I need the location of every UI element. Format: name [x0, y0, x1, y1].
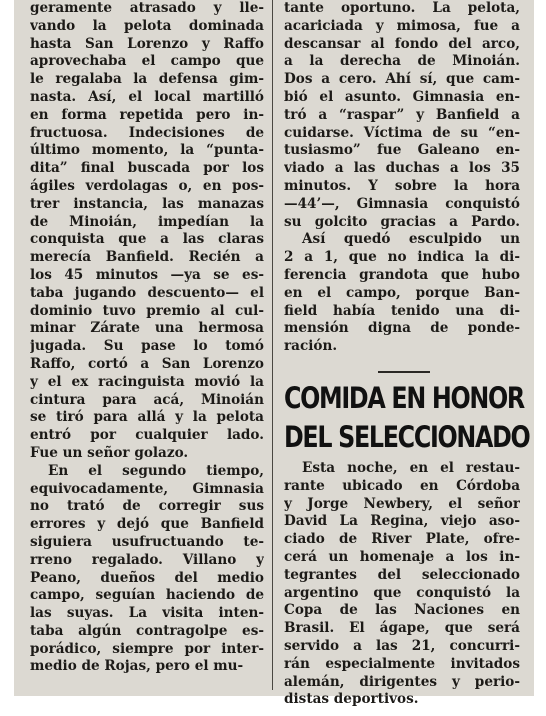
text-line: Fue un señor golazo.: [30, 444, 189, 461]
text-line: rante ubicado en Córdoba: [284, 477, 520, 494]
text-line: viado a las duchas a los 35: [284, 160, 520, 177]
text-line: taba algún contragolpe es-: [30, 622, 264, 639]
text-line: cuidarse. Víctima de su “en-: [284, 124, 520, 141]
text-line: campo, seguían haciendo de: [30, 587, 264, 604]
text-line: mensión digna de ponde-: [284, 320, 520, 337]
text-line: Así quedó esculpido un: [302, 231, 520, 248]
text-line: descansar al fondo del arco,: [284, 35, 520, 52]
text-line: Copa de las Naciones en: [284, 602, 520, 619]
text-line: fructuosa. Indecisiones de: [30, 124, 264, 141]
text-line: distas deportivos.: [284, 691, 419, 708]
text-line: merecía Banfield. Recién a: [30, 249, 264, 266]
text-line: cerá un homenaje a los in-: [284, 548, 520, 565]
text-line: tró a “raspar” y Banfield a: [284, 106, 520, 123]
text-line: ágiles verdolagas o, en pos-: [30, 177, 264, 194]
text-line: tegrantes del seleccionado: [284, 566, 520, 583]
text-line: Raffo, cortó a San Lorenzo: [30, 355, 264, 372]
text-line: dita” final buscada por los: [30, 160, 264, 177]
text-line: ración.: [284, 338, 338, 355]
section-separator-rule: [378, 371, 430, 373]
text-line: le regalaba la defensa gim-: [30, 71, 264, 88]
text-line: acariciada y mimosa, fue a: [284, 17, 520, 34]
text-line: las suyas. La visita inten-: [30, 605, 264, 622]
right-column-top: [284, 0, 520, 356]
text-line: 2 a 1, que no indica la di-: [284, 249, 520, 266]
headline-line-1: COMIDA EN HONOR: [284, 381, 524, 415]
text-line: rán especialmente invitados: [284, 655, 520, 672]
text-line: a la derecha de Minoián.: [284, 53, 520, 70]
text-line: minar Zárate una hermosa: [30, 320, 264, 337]
text-line: Dos a cero. Ahí sí, que cam-: [284, 71, 520, 88]
headline-line-2: DEL SELECCIONADO: [284, 420, 530, 454]
text-line: Brasil. El ágape, que será: [284, 620, 520, 637]
text-line: nasta. Así, el local martilló: [30, 88, 264, 105]
text-line: último momento, la “punta-: [30, 142, 264, 159]
text-line: Peano, dueños del medio: [30, 569, 264, 586]
text-line: field había tenido una di-: [284, 302, 520, 319]
text-line: ferencia grandota que hubo: [284, 266, 520, 283]
text-line: taba jugando descuento— el: [30, 284, 264, 301]
text-line: trer instancia, las manazas: [30, 195, 264, 212]
right-column-bottom: [284, 460, 520, 709]
text-line: conquista que a las claras: [30, 231, 264, 248]
text-line: aprovechaba el campo que: [30, 53, 264, 70]
column-divider: [272, 0, 273, 690]
text-line: errores y dejó que Banfield: [30, 516, 264, 533]
text-line: rreno regalado. Villano y: [30, 551, 264, 568]
text-line: dominio tuvo premio al cul-: [30, 302, 264, 319]
text-line: geramente atrasado y lle-: [30, 0, 264, 16]
text-line: su golcito gracias a Pardo.: [284, 213, 520, 230]
text-line: equivocadamente, Gimnasia: [30, 480, 264, 497]
text-line: medio de Rojas, pero el mu-: [30, 658, 244, 675]
text-line: En el segundo tiempo,: [48, 462, 264, 479]
text-line: jugada. Su pase lo tomó: [30, 338, 264, 355]
text-line: de Minoián, impedían la: [30, 213, 264, 230]
text-line: tusiasmo” fue Galeano en-: [284, 142, 520, 159]
text-line: y Jorge Newbery, el señor: [284, 495, 520, 512]
text-line: alemán, dirigentes y perio-: [284, 673, 520, 690]
text-line: bió el asunto. Gimnasia en-: [284, 88, 520, 105]
text-line: tante oportuno. La pelota,: [284, 0, 520, 16]
text-line: y el ex racinguista movió la: [30, 373, 264, 390]
text-line: porádico, siempre por inter-: [30, 640, 264, 657]
left-column: [30, 0, 264, 676]
text-line: —44’—, Gimnasia conquistó: [284, 195, 520, 212]
text-line: argentino que conquistó la: [284, 584, 520, 601]
text-line: siguiera usufructuando te-: [30, 533, 264, 550]
text-line: en forma repetida pero in-: [30, 106, 264, 123]
text-line: entró por cualquier lado.: [30, 427, 264, 444]
text-line: hasta San Lorenzo y Raffo: [30, 35, 264, 52]
text-line: no trató de corregir sus: [30, 498, 264, 515]
text-line: minutos. Y sobre la hora: [284, 177, 520, 194]
text-line: Esta noche, en el restau-: [302, 460, 520, 476]
text-line: cintura para acá, Minoián: [30, 391, 264, 408]
text-line: se tiró para allá y la pelota: [30, 409, 264, 426]
text-line: David La Regina, viejo aso-: [284, 513, 520, 530]
text-line: los 45 minutos —ya se es-: [30, 266, 264, 283]
text-line: ciado de River Plate, ofre-: [284, 531, 520, 548]
text-line: servido a las 21, concurri-: [284, 637, 520, 654]
text-line: vando la pelota dominada: [30, 17, 264, 34]
text-line: en el campo, porque Ban-: [284, 284, 520, 301]
